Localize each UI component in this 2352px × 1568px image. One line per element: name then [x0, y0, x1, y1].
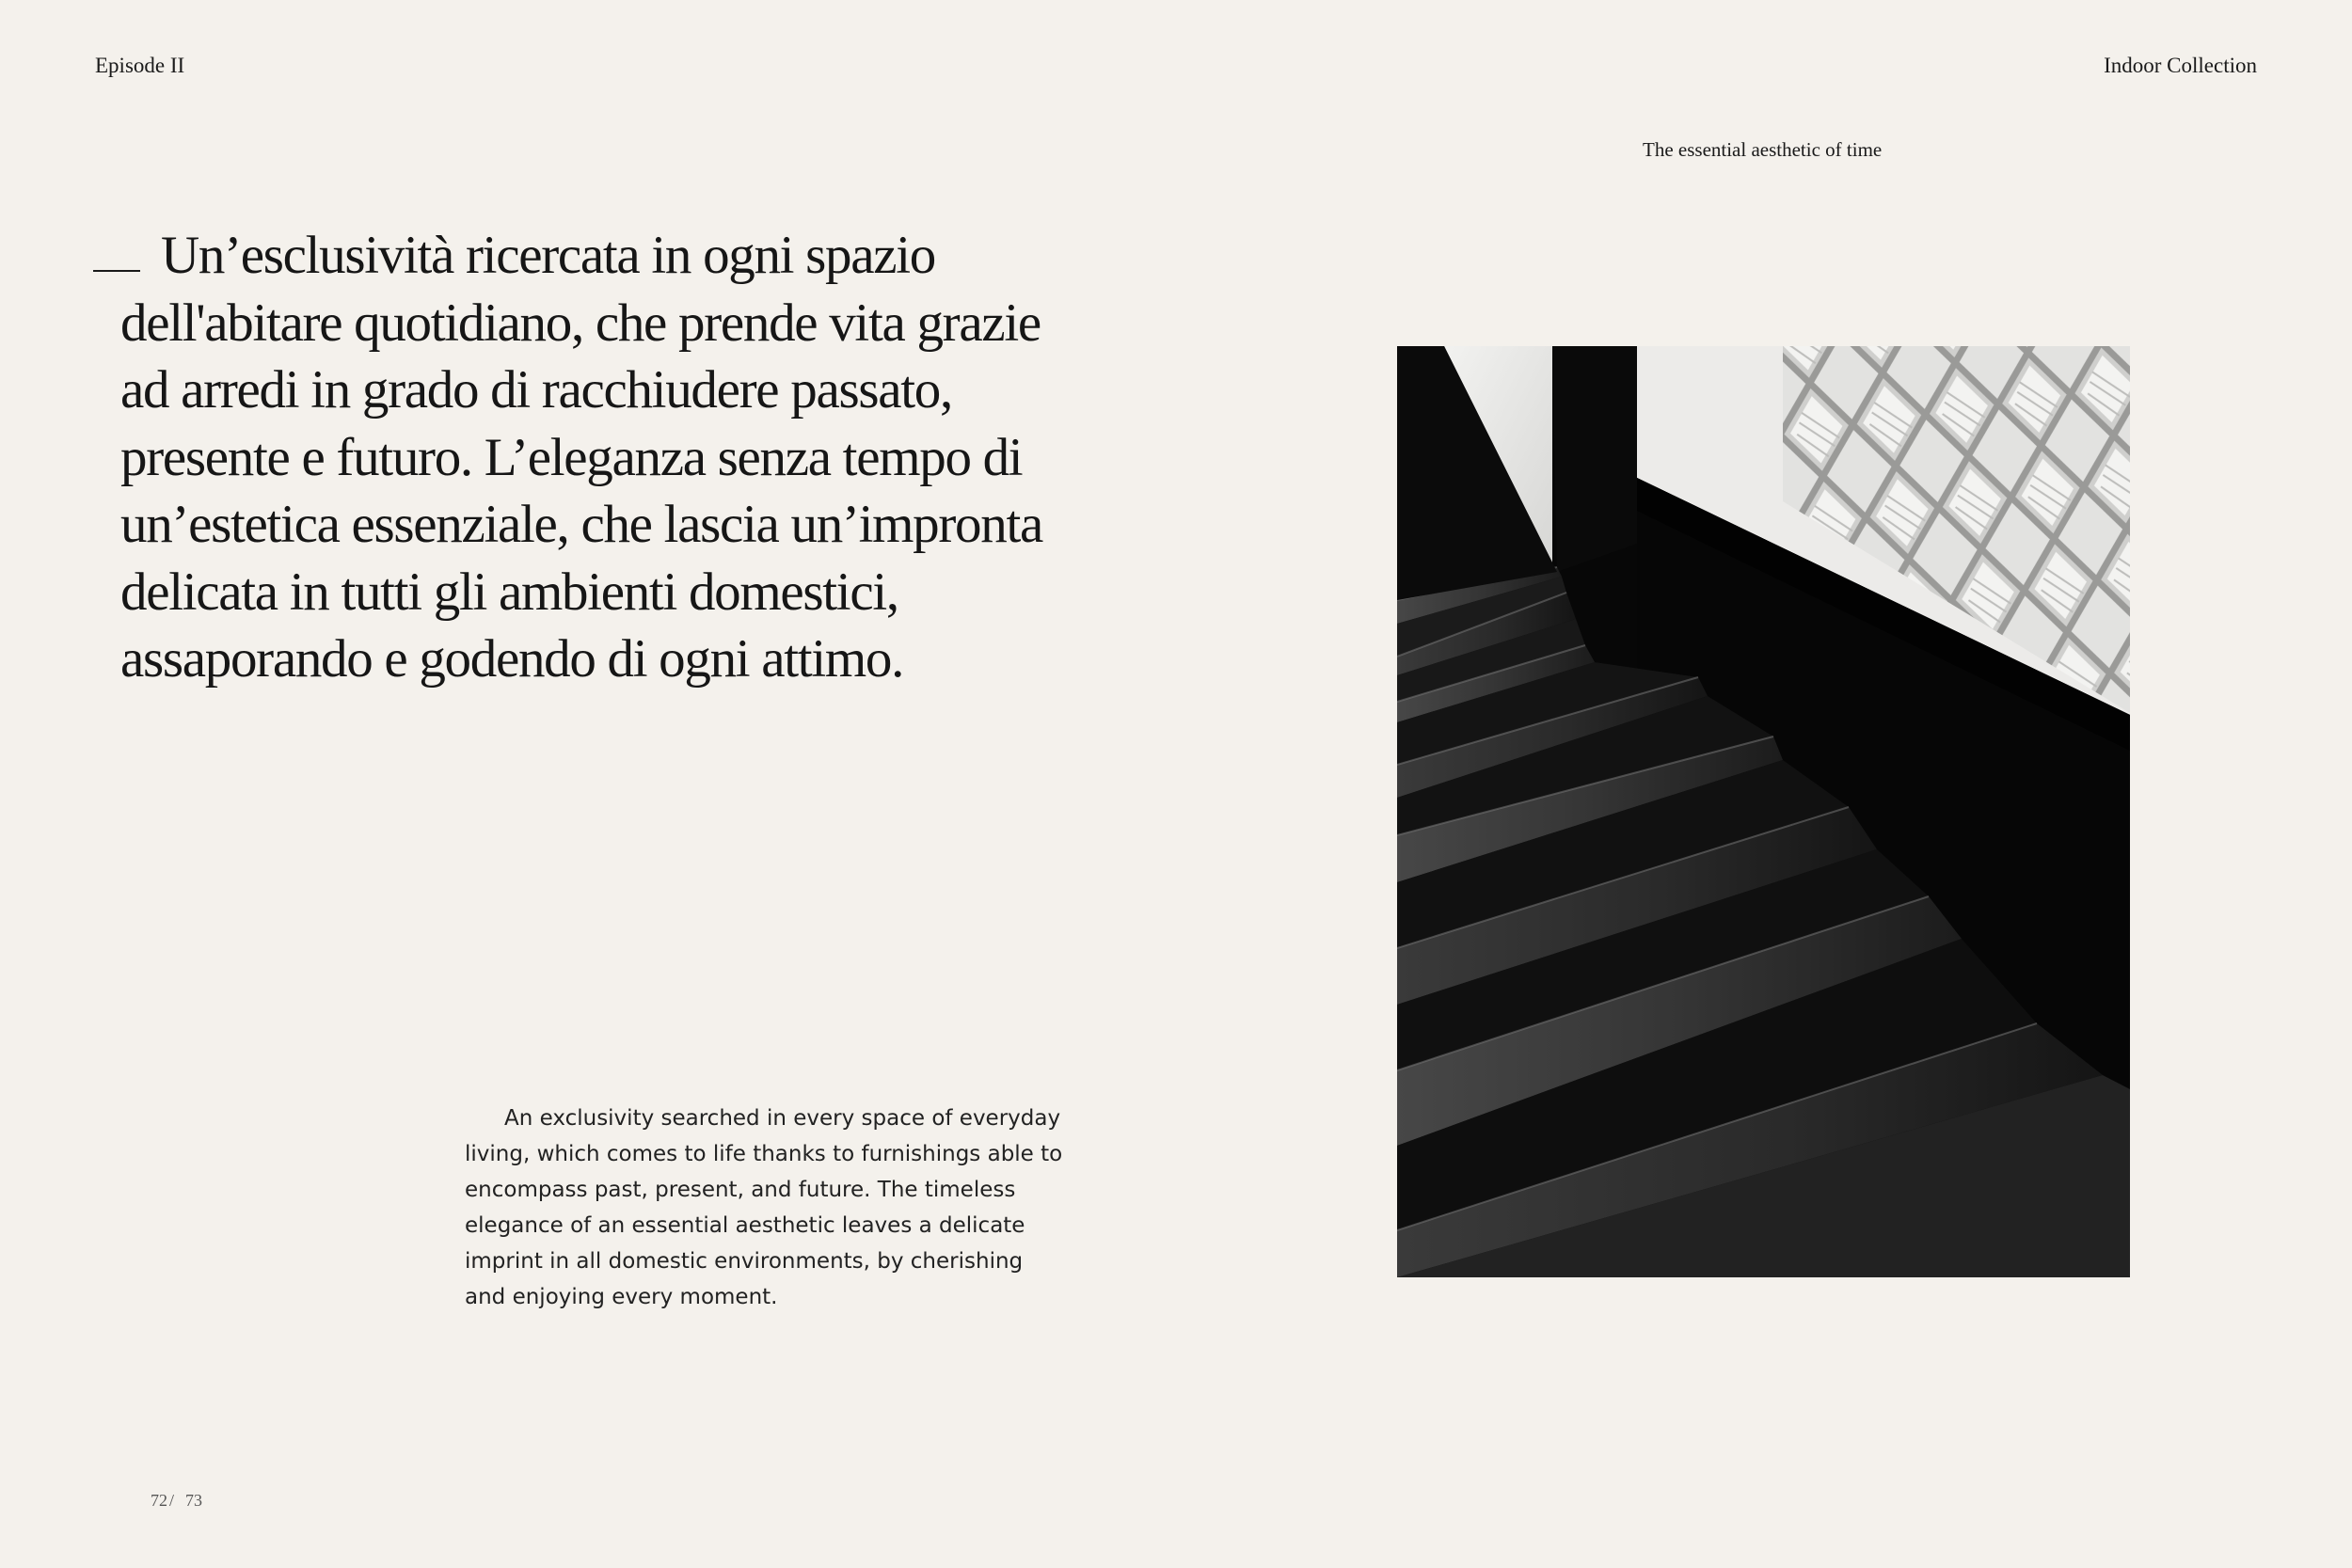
page-number-separator: / — [169, 1491, 175, 1510]
staircase-illustration — [1397, 346, 2130, 1277]
episode-label: Episode II — [95, 54, 185, 77]
italian-quote: Un’esclusività ricercata in ogni spazio dell'abitare quotidiano, che prende vita grazie ad arredi in grado di racchiudere passato, presente e futuro. L’eleganza senza tempo di un’estetica essenziale, che lascia un’impronta delicata in tutti gli ambienti domestici, assaporando e godendo di ogni attimo. — [120, 226, 1042, 689]
page-number-left: 72 — [151, 1491, 167, 1510]
page-number-right: 73 — [185, 1491, 203, 1510]
page-numbers — [151, 1491, 202, 1511]
staircase-photo — [1397, 346, 2130, 1277]
page-subtitle: The essential aesthetic of time — [1643, 138, 1883, 161]
english-body-text: An exclusivity searched in every space of everyday living, which comes to life thanks to furnishings able to encompass past, present, and future. The timeless elegance of an essential aesthetic leaves a delicate imprint in all domestic environments, by cherishing and enjoying every moment. — [465, 1106, 1063, 1309]
collection-label: Indoor Collection — [2104, 54, 2257, 77]
